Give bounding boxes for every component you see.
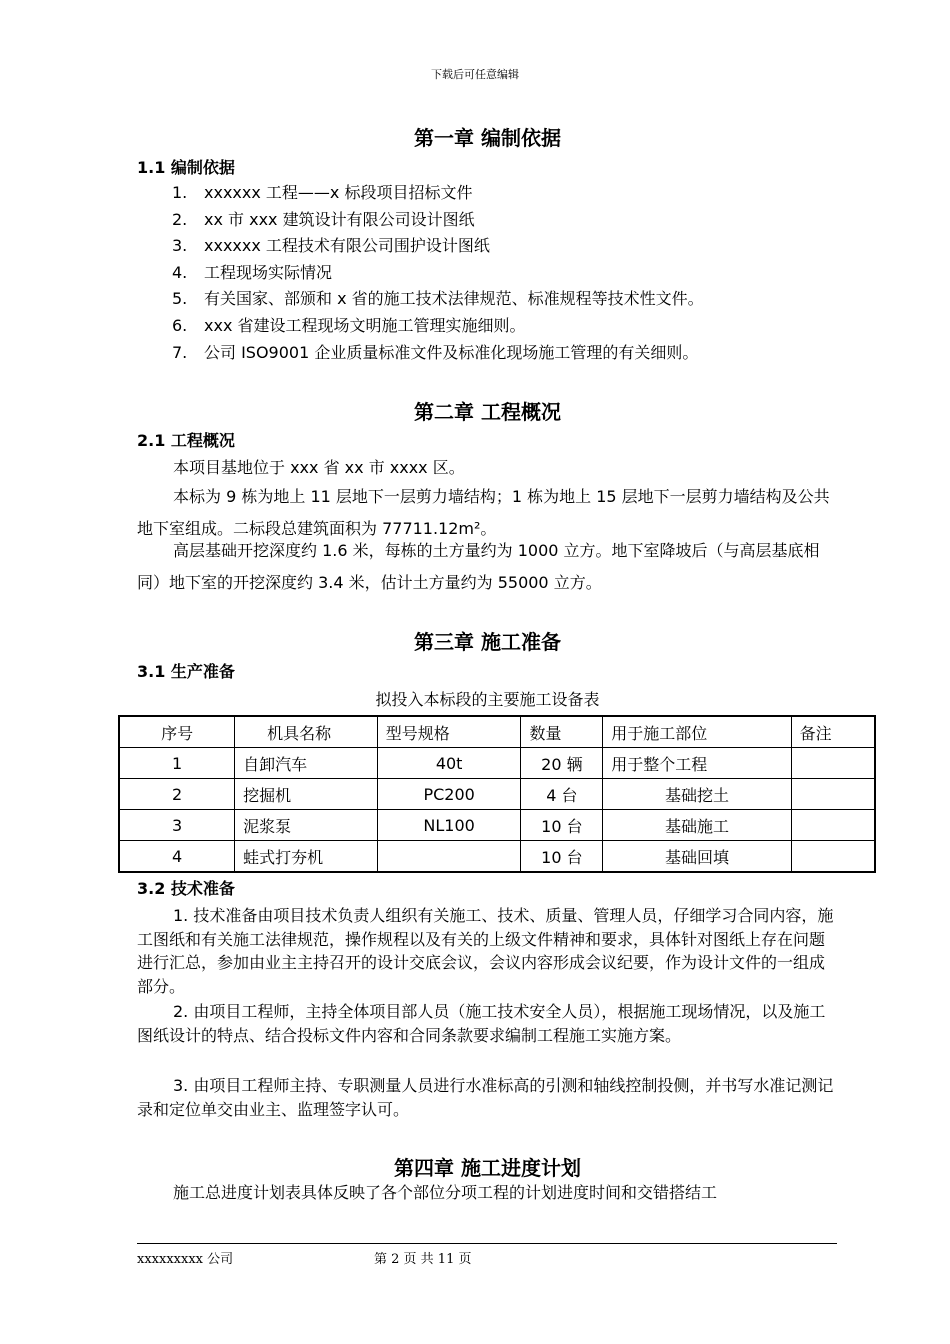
list-number: 6. <box>172 315 188 335</box>
list-item <box>172 207 704 234</box>
table-cell <box>791 810 875 841</box>
list-item <box>172 233 704 260</box>
list-item <box>172 313 704 340</box>
chapter-2-title: 第二章 工程概况 <box>414 400 561 424</box>
header-cell: 机具名称 <box>235 716 378 748</box>
list-text: 有关国家、部颁和 x 省的施工技术法律规范、标准规程等技术性文件。 <box>204 289 704 309</box>
table-row <box>119 841 875 873</box>
list-text: xxxxxx 工程——x 标段项目招标文件 <box>204 183 473 202</box>
table-cell: 基础挖土 <box>603 779 791 810</box>
list-number: 5. <box>172 289 188 309</box>
header-note: 下载后可任意编辑 <box>431 68 519 81</box>
header-cell: 备注 <box>791 716 875 748</box>
schedule-paragraph: 施工总进度计划表具体反映了各个部位分项工程的计划进度时间和交错搭结工 <box>173 1183 718 1202</box>
list-text: 工程现场实际情况 <box>204 262 333 282</box>
table-header-row <box>119 716 875 748</box>
equipment-table-title: 拟投入本标段的主要施工设备表 <box>375 690 600 709</box>
list-text: xx 市 xxx 建筑设计有限公司设计图纸 <box>204 209 475 229</box>
footer-page-number: 第 2 页 共 11 页 <box>374 1252 472 1267</box>
table-cell <box>791 841 875 873</box>
tech-prep-paragraph-3: 3. 由项目工程师主持、专职测量人员进行水准标高的引测和轴线控制投侧，并书写水准记测记录和定位单交由业主、监理签字认可。 <box>137 1076 834 1119</box>
header-cell: 数量 <box>521 716 603 748</box>
table-cell: 10 台 <box>521 841 603 873</box>
table-cell: 1 <box>119 748 235 779</box>
table-cell <box>791 779 875 810</box>
chapter-4-title: 第四章 施工进度计划 <box>394 1156 581 1180</box>
table-row <box>119 748 875 779</box>
table-cell: 挖掘机 <box>235 779 378 810</box>
tech-prep-paragraph-2: 2. 由项目工程师，主持全体项目部人员（施工技术安全人员），根据施工现场情况，以及施工图纸设计的特点、结合投标文件内容和合同条款要求编制工程施工实施方案。 <box>137 1002 826 1045</box>
list-item <box>172 340 704 367</box>
header-cell: 序号 <box>119 716 235 748</box>
section-2-1-heading: 2.1 工程概况 <box>137 431 235 450</box>
list-item <box>172 260 704 287</box>
section-3-2-heading: 3.2 技术准备 <box>137 879 235 898</box>
table-cell: 4 台 <box>521 779 603 810</box>
list-number: 7. <box>172 342 188 362</box>
table-cell: 3 <box>119 810 235 841</box>
table-cell: 2 <box>119 779 235 810</box>
basis-list <box>172 180 704 366</box>
table-cell: NL100 <box>377 810 521 841</box>
list-item <box>172 180 704 207</box>
table-row <box>119 779 875 810</box>
equipment-table <box>118 715 876 873</box>
overview-paragraph-1: 本项目基地位于 xxx 省 xx 市 xxxx 区。 <box>173 458 465 477</box>
list-number: 3. <box>172 236 188 256</box>
table-cell <box>377 841 521 873</box>
table-cell: 用于整个工程 <box>603 748 791 779</box>
list-item <box>172 286 704 313</box>
chapter-3-title: 第三章 施工准备 <box>414 630 561 654</box>
list-number: 1. <box>172 183 188 202</box>
list-text: xxxxxx 工程技术有限公司围护设计图纸 <box>204 236 490 256</box>
section-3-1-heading: 3.1 生产准备 <box>137 662 235 681</box>
tech-prep-paragraph-1: 1. 技术准备由项目技术负责人组织有关施工、技术、质量、管理人员，仔细学习合同内容，施工图纸和有关施工法律规范，操作规程以及有关的上级文件精神和要求，具体针对图纸上存在问题进行汇总，参加由业主主持召开的设计交底会议，会议内容形成会议纪要，作为设计文件的一组成部分。 <box>137 906 834 996</box>
header-cell: 用于施工部位 <box>603 716 791 748</box>
footer-divider <box>137 1243 837 1244</box>
table-cell <box>791 748 875 779</box>
table-cell: 40t <box>377 748 521 779</box>
header-cell: 型号规格 <box>377 716 521 748</box>
list-number: 2. <box>172 209 188 229</box>
table-cell: 4 <box>119 841 235 873</box>
table-cell: PC200 <box>377 779 521 810</box>
table-cell: 10 台 <box>521 810 603 841</box>
overview-paragraph-2: 本标为 9 栋为地上 11 层地下一层剪力墙结构；1 栋为地上 15 层地下一层剪力墙结构及公共地下室组成。二标段总建筑面积为 77711.12m²。 <box>137 487 830 538</box>
table-cell: 自卸汽车 <box>235 748 378 779</box>
list-text: xxx 省建设工程现场文明施工管理实施细则。 <box>204 315 526 335</box>
list-text: 公司 ISO9001 企业质量标准文件及标准化现场施工管理的有关细则。 <box>204 342 699 362</box>
table-row <box>119 810 875 841</box>
table-cell: 蛙式打夯机 <box>235 841 378 873</box>
table-cell: 基础回填 <box>603 841 791 873</box>
chapter-1-title: 第一章 编制依据 <box>414 126 561 150</box>
table-cell: 泥浆泵 <box>235 810 378 841</box>
section-1-1-heading: 1.1 编制依据 <box>137 158 235 177</box>
overview-paragraph-3: 高层基础开挖深度约 1.6 米，每栋的土方量约为 1000 立方。地下室降坡后（与高层基底相同）地下室的开挖深度约 3.4 米，估计土方量约为 55000 立方。 <box>137 541 820 592</box>
table-cell: 基础施工 <box>603 810 791 841</box>
list-number: 4. <box>172 262 188 282</box>
footer-company: xxxxxxxxx 公司 <box>137 1252 234 1267</box>
table-cell: 20 辆 <box>521 748 603 779</box>
